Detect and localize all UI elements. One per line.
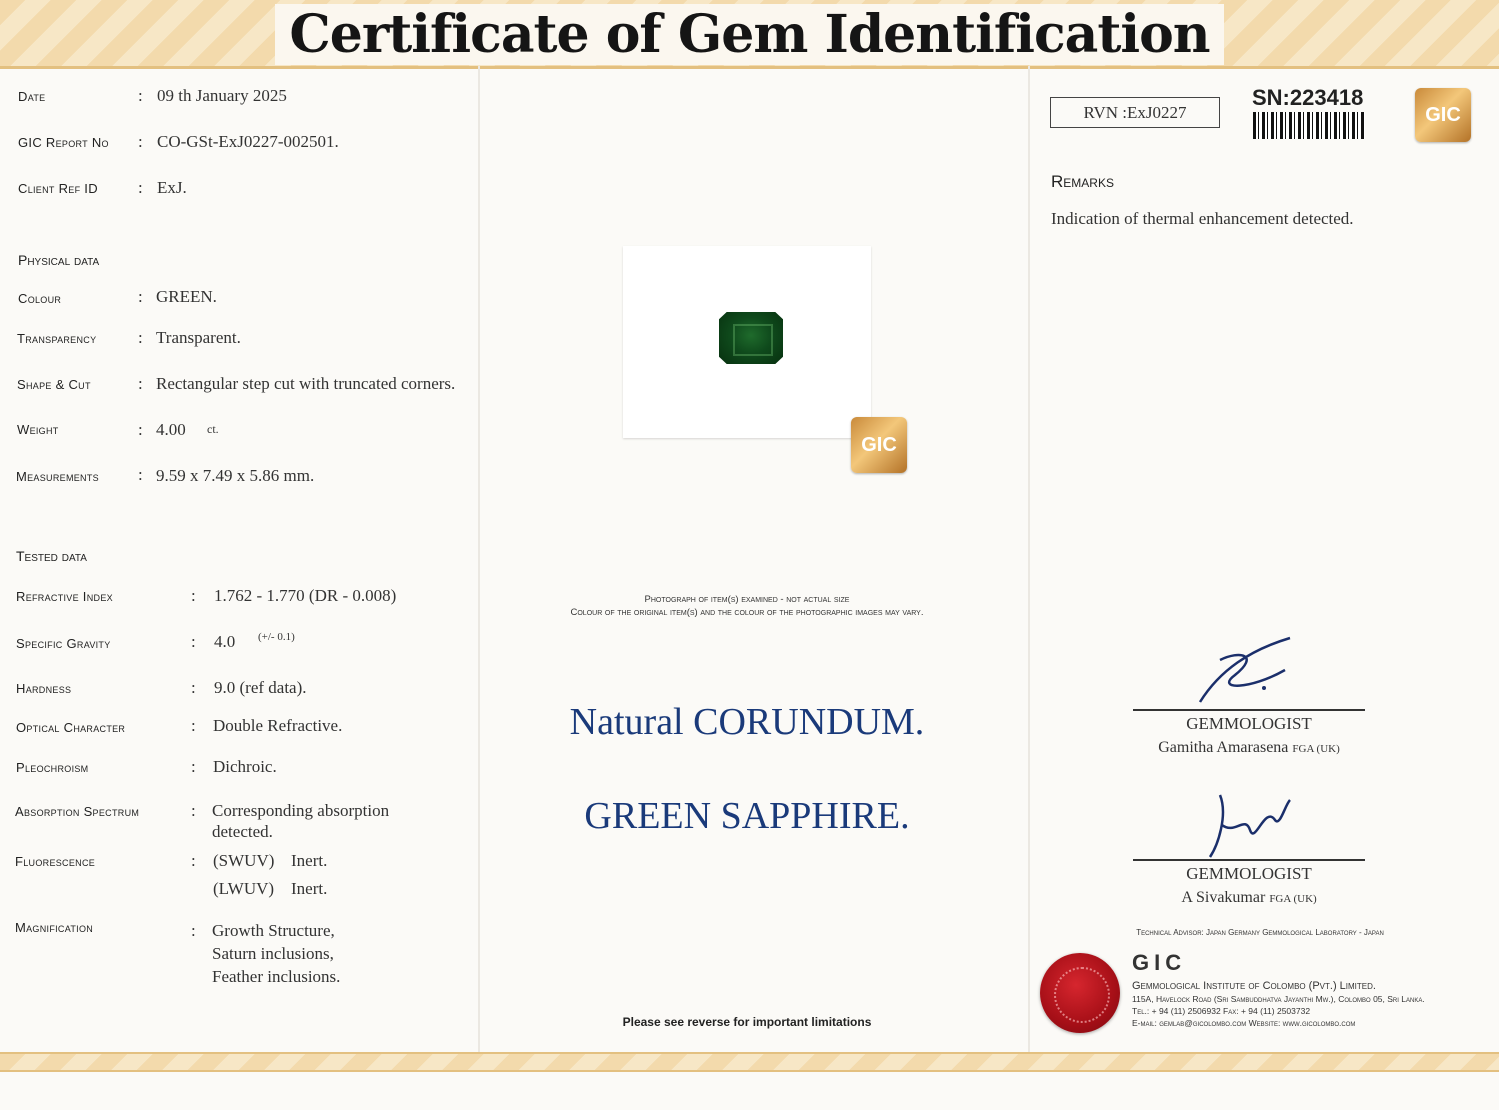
- transparency-value: Transparent.: [156, 328, 241, 347]
- shape-cut-label: Shape & Cut: [17, 377, 91, 392]
- shape-cut-value: Rectangular step cut with truncated corners.: [156, 374, 456, 393]
- transparency-label: Transparency: [17, 331, 97, 346]
- colon: :: [138, 420, 143, 439]
- result-species: Natural CORUNDUM.: [569, 701, 925, 743]
- wax-seal: [1040, 953, 1120, 1033]
- gic-logo-right: GIC: [1415, 88, 1471, 142]
- photo-note-1: Photograph of item(s) examined - not actual size: [644, 594, 850, 605]
- colon: :: [138, 132, 143, 151]
- hardness-label: Hardness: [16, 681, 72, 696]
- fold-line-left: [478, 66, 480, 1052]
- specific-gravity-label: Specific Gravity: [16, 636, 111, 651]
- magnification-line-2: Saturn inclusions,: [212, 944, 334, 963]
- optical-character-label: Optical Character: [16, 720, 126, 735]
- colon: :: [191, 757, 196, 776]
- weight-value: 4.00: [156, 420, 186, 439]
- pleochroism-value: Dichroic.: [213, 757, 277, 776]
- colon: :: [138, 86, 143, 105]
- measurements-label: Measurements: [16, 469, 99, 484]
- specific-gravity-tolerance: (+/- 0.1): [258, 631, 295, 643]
- report-no-label: GIC Report No: [18, 135, 109, 150]
- colon: :: [138, 465, 143, 484]
- colon: :: [138, 374, 143, 393]
- colon: :: [138, 287, 143, 306]
- fluorescence-swuv-value: Inert.: [291, 851, 328, 870]
- colon: :: [191, 801, 196, 820]
- signature-line-1: [1133, 709, 1365, 711]
- technical-advisor: Technical Advisor: Japan Germany Gemmological Laboratory - Japan: [1136, 928, 1384, 937]
- colon: :: [138, 328, 143, 347]
- remarks-heading: Remarks: [1051, 172, 1114, 191]
- org-short-name: GIC: [1132, 950, 1187, 975]
- hardness-value: 9.0 (ref data).: [214, 678, 307, 697]
- refractive-index-label: Refractive Index: [16, 589, 113, 604]
- org-email-website: E-mail: gemlab@gicolombo.com Website: www.gicolombo.com: [1132, 1018, 1356, 1028]
- refractive-index-value: 1.762 - 1.770 (DR - 0.008): [214, 586, 397, 605]
- signature-2: [1200, 785, 1300, 865]
- pleochroism-label: Pleochroism: [16, 760, 89, 775]
- gem-image: [719, 312, 783, 364]
- result-variety: GREEN SAPPHIRE.: [584, 795, 910, 837]
- limitations-note: Please see reverse for important limitations: [622, 1015, 872, 1029]
- colour-label: Colour: [18, 291, 62, 306]
- colon: :: [191, 851, 196, 870]
- fluorescence-lwuv-value: Inert.: [291, 879, 328, 898]
- weight-label: Weight: [17, 422, 59, 437]
- certificate-title: Certificate of Gem Identification: [0, 4, 1499, 65]
- colon: :: [191, 716, 196, 735]
- gem-photo-card: [623, 246, 871, 438]
- magnification-line-3: Feather inclusions.: [212, 967, 341, 986]
- fluorescence-label: Fluorescence: [15, 854, 96, 869]
- colon: :: [191, 678, 196, 697]
- fluorescence-swuv-label: (SWUV): [213, 851, 275, 870]
- client-ref-value: ExJ.: [157, 178, 187, 197]
- org-full-name: Gemmological Institute of Colombo (Pvt.) Limited.: [1132, 980, 1376, 992]
- org-phone: Tel.: + 94 (11) 2506932 Fax: + 94 (11) 2503732: [1132, 1006, 1311, 1016]
- fold-line-right: [1028, 66, 1030, 1052]
- colon: :: [191, 921, 196, 940]
- gemmologist-1-name: Gamitha Amarasena FGA (UK): [1158, 739, 1340, 756]
- rvn-box: RVN :ExJ0227: [1050, 97, 1220, 128]
- physical-data-heading: Physical data: [18, 252, 100, 268]
- tested-data-heading: Tested data: [16, 548, 87, 564]
- colon: :: [138, 178, 143, 197]
- bottom-decorative-band: [0, 1052, 1499, 1072]
- org-address: 115A, Havelock Road (Sri Sambuddhatva Jayanthi Mw.), Colombo 05, Sri Lanka.: [1132, 994, 1425, 1004]
- measurements-value: 9.59 x 7.49 x 5.86 mm.: [156, 466, 315, 485]
- gemmologist-2-title: GEMMOLOGIST: [1186, 864, 1312, 883]
- colon: :: [191, 586, 196, 605]
- gemmologist-1-title: GEMMOLOGIST: [1186, 714, 1312, 733]
- gic-logo-middle: GIC: [851, 417, 907, 473]
- barcode: [1253, 112, 1365, 139]
- magnification-line-1: Growth Structure,: [212, 921, 335, 940]
- specific-gravity-value: 4.0: [214, 632, 236, 651]
- remarks-text: Indication of thermal enhancement detected.: [1051, 209, 1354, 228]
- optical-character-value: Double Refractive.: [213, 716, 343, 735]
- gemmologist-2-name: A Sivakumar FGA (UK): [1181, 889, 1317, 906]
- date-label: Date: [18, 89, 46, 104]
- signature-1: [1190, 630, 1310, 710]
- absorption-spectrum-value: Corresponding absorption detected.: [212, 801, 390, 841]
- serial-number: SN:223418: [1252, 85, 1364, 110]
- signature-line-2: [1133, 859, 1365, 861]
- weight-unit: ct.: [207, 422, 219, 436]
- date-value: 09 th January 2025: [157, 86, 287, 105]
- colon: :: [191, 632, 196, 651]
- fluorescence-lwuv-label: (LWUV): [213, 879, 275, 898]
- report-no-value: CO-GSt-ExJ0227-002501.: [157, 132, 339, 151]
- magnification-label: Magnification: [15, 920, 94, 935]
- photo-note-2: Colour of the original item(s) and the colour of the photographic images may vary.: [570, 607, 924, 618]
- colour-value: GREEN.: [156, 287, 217, 306]
- absorption-spectrum-label: Absorption Spectrum: [15, 804, 140, 819]
- client-ref-label: Client Ref ID: [18, 181, 98, 196]
